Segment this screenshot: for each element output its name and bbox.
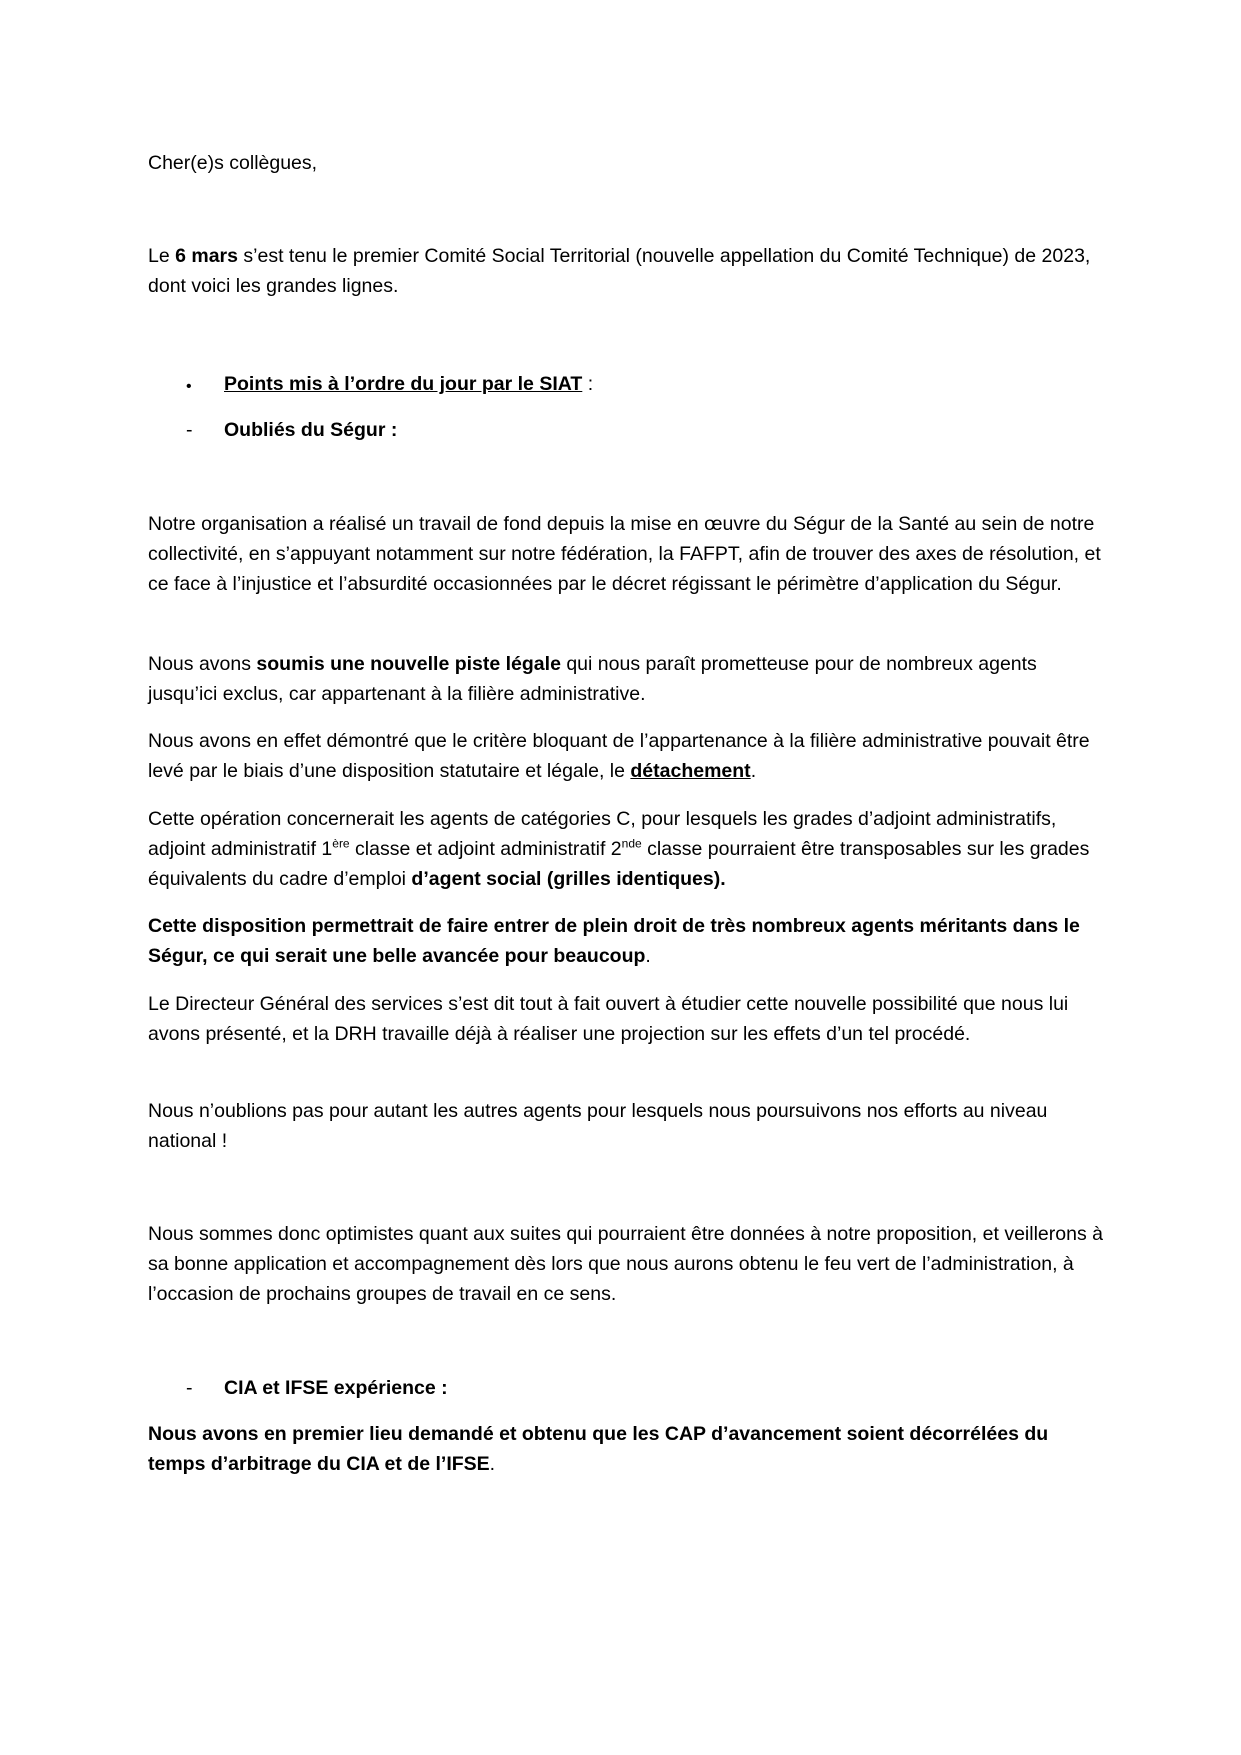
paragraph-5: Cette disposition permettrait de faire entrer de plein droit de très nombreux agents méritants dans le Ségur, ce qui serait une belle avancée pour beaucoup. xyxy=(148,915,1080,967)
subheading-cia-ifse: CIA et IFSE expérience : xyxy=(224,1377,448,1399)
bullet-marker: • xyxy=(186,378,192,395)
paragraph-8: Nous sommes donc optimistes quant aux suites qui pourraient être données à notre proposition, et veillerons à sa bonne application et accompagnement dès lors que nous aurons obtenu le feu vert de l’administration, à l’occasion de prochains groupes de travail en ce sens. xyxy=(148,1223,1103,1305)
dash-marker: - xyxy=(186,1377,193,1399)
intro-paragraph: Le 6 mars s’est tenu le premier Comité Social Territorial (nouvelle appellation du Comité Technique) de 2023, dont voici les grandes lignes. xyxy=(148,245,1091,297)
paragraph-9: Nous avons en premier lieu demandé et obtenu que les CAP d’avancement soient décorrélées du temps d’arbitrage du CIA et de l’IFSE. xyxy=(148,1423,1049,1475)
paragraph-4: Cette opération concernerait les agents de catégories C, pour lesquels les grades d’adjoint administratifs, adjoint administratif 1ère classe et adjoint administratif 2nde classe pourraient être transposables sur les grades équivalents du cadre d’emploi d’agent social (grilles identiques). xyxy=(148,808,1090,890)
greeting: Cher(e)s collègues, xyxy=(148,152,318,174)
paragraph-6: Le Directeur Général des services s’est dit tout à fait ouvert à étudier cette nouvelle possibilité que nous lui avons présenté, et la DRH travaille déjà à réaliser une projection sur les effets d’un tel procédé. xyxy=(148,993,1069,1045)
section-heading: Points mis à l’ordre du jour par le SIAT : xyxy=(224,373,594,395)
meeting-date: 6 mars xyxy=(175,245,238,267)
paragraph-1: Notre organisation a réalisé un travail de fond depuis la mise en œuvre du Ségur de la Santé au sein de notre collectivité, en s’appuyant notamment sur notre fédération, la FAFPT, afin de trouver des axes de résolution, et ce face à l’injustice et l’absurdité occasionnées par le décret régissant le périmètre d’application du Ségur. xyxy=(148,513,1101,595)
paragraph-3: Nous avons en effet démontré que le critère bloquant de l’appartenance à la filière administrative pouvait être levé par le biais d’une disposition statutaire et légale, le détachement. xyxy=(148,730,1090,782)
paragraph-7: Nous n’oublions pas pour autant les autres agents pour lesquels nous poursuivons nos efforts au niveau national ! xyxy=(148,1100,1048,1152)
dash-marker: - xyxy=(186,419,193,441)
paragraph-2: Nous avons soumis une nouvelle piste légale qui nous paraît prometteuse pour de nombreux agents jusqu’ici exclus, car appartenant à la filière administrative. xyxy=(148,653,1037,705)
subheading-segur: Oubliés du Ségur : xyxy=(224,419,398,441)
